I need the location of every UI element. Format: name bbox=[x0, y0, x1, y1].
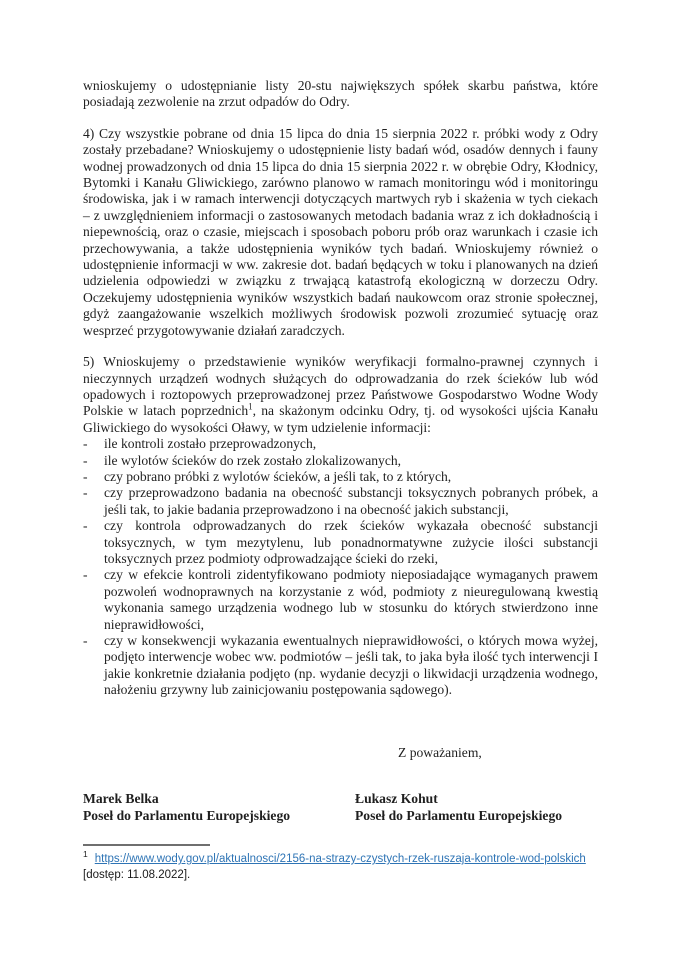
footnote-access-date: [dostęp: 11.08.2022]. bbox=[83, 869, 191, 882]
footnote-reference: 1 bbox=[248, 401, 253, 412]
list-item-text: ile kontroli zostało przeprowadzonych, bbox=[104, 436, 317, 452]
footnote bbox=[83, 851, 598, 883]
list-item bbox=[83, 453, 598, 469]
footnote-section bbox=[83, 844, 598, 883]
list-item-text: czy w efekcie kontroli zidentyfikowano podmioty nieposiadające wymaganych prawem pozwoleń wodnoprawnych na korzystanie z wód, podmioty z nieuregulowaną kwestią wykonania samego urządzenia wodnego lub w stosunku do których stwierdzono inne nieprawidłowości, bbox=[104, 567, 598, 632]
signatory-title: Poseł do Parlamentu Europejskiego bbox=[83, 807, 291, 823]
list-item bbox=[83, 485, 598, 518]
list-item bbox=[83, 633, 598, 699]
footnote-marker: 1 bbox=[83, 849, 88, 860]
list-item-text: czy przeprowadzono badania na obecność substancji toksycznych pobranych próbek, a jeśli tak, to jakie badania przeprowadzono i na obecność jakich substancji, bbox=[104, 485, 598, 517]
bullet-dash: - bbox=[83, 567, 88, 583]
point-5-text-before-footnote: 5) Wnioskujemy o przedstawienie wyników weryfikacji formalno-prawnej czynnych i nieczynnych urządzeń wodnych służących do odprowadzania do rzek ścieków lub wód opadowych i roztopowych przeprowadzonej przez Państwowe Gospodarstwo Wodne Wody Polskie w latach poprzednich bbox=[83, 354, 598, 419]
list-item-text: ile wylotów ścieków do rzek zostało zlokalizowanych, bbox=[104, 452, 402, 468]
letter-body bbox=[83, 78, 598, 883]
point-5-bullet-list bbox=[83, 436, 598, 699]
bullet-dash: - bbox=[83, 452, 88, 468]
paragraph-intro: wnioskujemy o udostępnianie listy 20-stu największych spółek skarbu państwa, które posiadają zezwolenie na zrzut odpadów do Odry. bbox=[83, 78, 598, 110]
list-item-text: czy kontrola odprowadzanych do rzek ścieków wykazała obecność substancji toksycznych, w tym mezytylenu, lub ponadnormatywne zużycie ilości substancji toksycznych przez podmioty odprowadzające ścieki do rzeki, bbox=[104, 518, 598, 566]
bullet-dash: - bbox=[83, 485, 88, 501]
list-item bbox=[83, 469, 598, 485]
signatory-title: Poseł do Parlamentu Europejskiego bbox=[355, 807, 563, 823]
list-item bbox=[83, 567, 598, 633]
signatory-name: Marek Belka bbox=[83, 791, 159, 807]
list-item bbox=[83, 518, 598, 567]
signatory-name: Łukasz Kohut bbox=[355, 791, 438, 807]
footnote-link[interactable]: https://www.wody.gov.pl/aktualnosci/2156-na-strazy-czystych-rzek-ruszaja-kontrole-wod-polskich bbox=[94, 853, 586, 866]
bullet-dash: - bbox=[83, 468, 88, 484]
bullet-dash: - bbox=[83, 436, 88, 452]
paragraph-point-4: 4) Czy wszystkie pobrane od dnia 15 lipca do dnia 15 sierpnia 2022 r. próbki wody z Odry zostały przebadane? Wnioskujemy o udostępnienie listy badań wód, osadów dennych i fauny wodnej prowadzonych od dnia 15 lipca do dnia 15 sierpnia 2022 r. w obrębie Odry, Kłodnicy, Bytomki i Kanału Gliwickiego, zarówno planowo w ramach monitoringu wód i monitoringu środowiska, jak i w ramach interwencji dotyczących martwych ryb i skażenia w tych ciekach – z uwzględnieniem informacji o zastosowanych metodach badania wraz z ich dokładnością i niepewnością, oraz o czasie, miejscach i sposobach poboru prób oraz warunkach i czasie ich przechowywania, a także udostępnienia wyników tych badań. Wnioskujemy również o udostępnienie informacji w ww. zakresie dot. badań będących w toku i planowanych na dzień udzielenia odpowiedzi w związku z trwającą katastrofą ekologiczną w dorzeczu Odry. Oczekujemy udostępnienia wyników wszystkich badań naukowcom oraz stronie społecznej, gdyż zaangażowanie wszelkich możliwych środowisk pozwoli zrozumieć sytuację oraz wesprzeć przygotowywanie działań zaradczych. bbox=[83, 125, 598, 338]
list-item-text: czy w konsekwencji wykazania ewentualnych nieprawidłowości, o których mowa wyżej, podjęto interwencje wobec ww. podmiotów – jeśli tak, to jaka była ilość tych interwencji I jakie konkretnie działania podjęto (np. wydanie decyzji o likwidacji urządzenia wodnego, nałożeniu grzywny lub zainicjowaniu postępowania sądowego). bbox=[104, 633, 598, 698]
footnote-divider bbox=[83, 844, 210, 846]
signature-block bbox=[83, 791, 598, 824]
point-5-text-after-footnote: , na skażonym odcinku Odry, tj. od wysokości ujścia Kanału Gliwickiego do wysokości Oławy, w tym udzielenie informacji: bbox=[83, 403, 598, 435]
list-item-text: czy pobrano próbki z wylotów ścieków, a jeśli tak, to z których, bbox=[104, 468, 452, 484]
signature-marek-belka bbox=[83, 791, 355, 824]
bullet-dash: - bbox=[83, 633, 88, 648]
list-item bbox=[83, 436, 598, 452]
paragraph-point-5-intro bbox=[83, 354, 598, 436]
signature-lukasz-kohut bbox=[355, 791, 598, 824]
closing-salutation: Z poważaniem, bbox=[398, 744, 482, 760]
bullet-dash: - bbox=[83, 518, 88, 534]
